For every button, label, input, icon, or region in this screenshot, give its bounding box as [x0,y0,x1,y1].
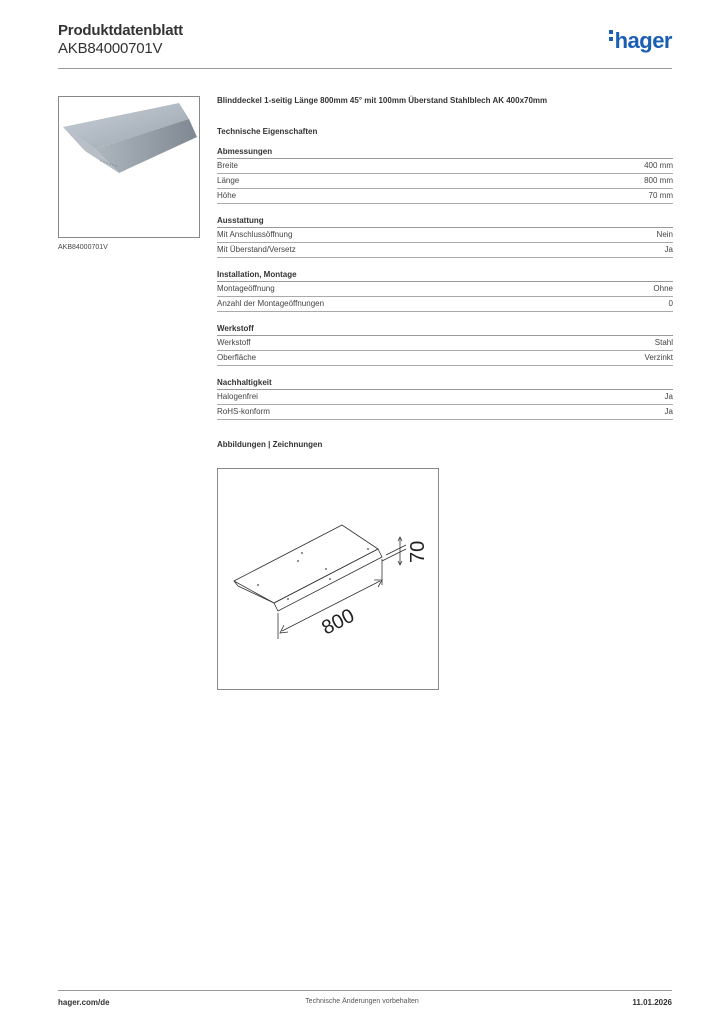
cover-front-flange [274,549,382,611]
spec-label: Oberfläche [217,353,257,362]
spec-row [217,297,673,312]
spec-label: Höhe [217,191,237,200]
spec-group-title: Ausstattung [217,216,673,228]
cover-top-face [234,525,378,603]
spec-group-title: Abmessungen [217,147,673,159]
spec-value: Nein [656,230,673,239]
spec-section-heading: Technische Eigenschaften [217,127,318,136]
spec-value: Stahl [654,338,673,347]
product-image [58,96,200,238]
spec-label: Mit Überstand/Versetz [217,245,296,254]
spec-value: 70 mm [648,191,673,200]
spec-row [217,243,673,258]
spec-value: Ja [664,245,673,254]
spec-label: Werkstoff [217,338,251,347]
image-caption: AKB84000701V [58,244,108,251]
spec-value: 400 mm [644,161,673,170]
spec-row [217,189,673,204]
spec-value: Ja [664,392,673,401]
spec-row [217,159,673,174]
product-description: Blinddeckel 1-seitig Länge 800mm 45° mit 100mm Überstand Stahlblech AK 400x70mm [217,96,548,105]
spec-group-title: Nachhaltigkeit [217,378,673,390]
drawings-heading: Abbildungen | Zeichnungen [217,440,323,449]
footer-notice: Technische Änderungen vorbehalten [305,998,419,1005]
spec-content [217,96,673,449]
spec-row [217,351,673,366]
dimension-drawing [218,469,438,689]
spec-group-title: Installation, Montage [217,270,673,282]
spec-row [217,174,673,189]
product-cover-illustration [59,97,199,237]
spec-label: RoHS-konform [217,407,270,416]
spec-row [217,282,673,297]
logo-text: hager [614,28,672,53]
spec-value: Verzinkt [644,353,673,362]
spec-label: Montageöffnung [217,284,275,293]
footer-divider [58,990,672,991]
length-dimension-label: 800 [318,604,359,640]
header-divider [58,68,672,69]
spec-label: Länge [217,176,240,185]
document-title: Produktdatenblatt [58,22,183,39]
logo-dots-icon [609,30,613,44]
footer-date: 11.01.2026 [632,998,672,1007]
spec-row [217,228,673,243]
spec-value: Ja [664,407,673,416]
spec-value: Ohne [653,284,673,293]
article-number: AKB84000701V [58,40,163,57]
spec-label: Mit Anschlussöffnung [217,230,293,239]
spec-value: 800 mm [644,176,673,185]
spec-label: Breite [217,161,238,170]
spec-label: Halogenfrei [217,392,258,401]
document-header [58,22,183,57]
footer-website-link[interactable]: hager.com/de [58,998,110,1007]
technical-drawing [217,468,439,690]
height-dimension-label: 70 [407,540,429,563]
spec-row [217,336,673,351]
hager-logo[interactable] [609,28,672,54]
spec-row [217,390,673,405]
spec-row [217,405,673,420]
spec-value: 0 [668,299,673,308]
spec-group-title: Werkstoff [217,324,673,336]
spec-label: Anzahl der Montageöffnungen [217,299,325,308]
